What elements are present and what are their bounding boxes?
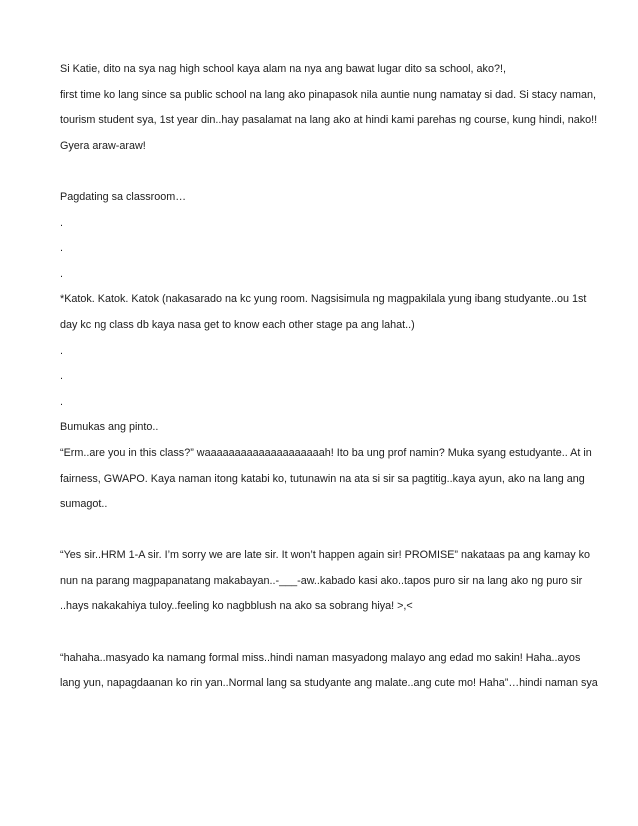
text-line: day kc ng class db kaya nasa get to know each other stage pa ang lahat..) (60, 318, 415, 331)
text-line: sumagot.. (60, 498, 108, 511)
blank-line (60, 159, 600, 185)
text-line: . (60, 216, 63, 229)
text-line: . (60, 242, 63, 255)
text-line: lang yun, napagdaanan ko rin yan..Normal lang sa studyante ang malate..ang cute mo! Haha”…hindi naman sya (60, 677, 598, 690)
text-line: *Katok. Katok. Katok (nakasarado na kc yung room. Nagsisimula ng magpakilala yung ibang studyante..ou 1st (60, 293, 587, 306)
text-line: . (60, 395, 63, 408)
blank-line (60, 620, 600, 646)
blank-line (60, 518, 600, 544)
text-line: tourism student sya, 1st year din..hay pasalamat na lang ako at hindi kami parehas ng course, kung hindi, nako!! (60, 114, 598, 127)
text-line: nun na parang magpapanatang makabayan..-___-aw..kabado kasi ako..tapos puro sir na lang ako ng puro sir (60, 574, 583, 587)
text-line: . (60, 344, 63, 357)
document-body (60, 57, 600, 697)
text-line: . (60, 267, 63, 280)
text-line: “Erm..are you in this class?” waaaaaaaaaaaaaaaaaaaah! Ito ba ung prof namin? Muka syang estudyante.. At in (60, 446, 592, 459)
text-line: first time ko lang since sa public school na lang ako pinapasok nila auntie nung namatay si dad. Si stacy naman, (60, 88, 596, 101)
text-line: . (60, 370, 63, 383)
text-line: Bumukas ang pinto.. (60, 421, 159, 434)
text-line: Pagdating sa classroom… (60, 190, 187, 203)
text-line: ..hays nakakahiya tuloy..feeling ko nagbblush na ako sa sobrang hiya! >,< (60, 600, 413, 613)
text-line: fairness, GWAPO. Kaya naman itong katabi ko, tutunawin na ata si sir sa pagtitig..kaya ayun, ako na lang ang (60, 472, 585, 485)
text-line: “hahaha..masyado ka namang formal miss..hindi naman masyadong malayo ang edad mo sakin! Haha..ayos (60, 651, 581, 664)
text-line: Gyera araw-araw! (60, 139, 146, 152)
text-line: Si Katie, dito na sya nag high school kaya alam na nya ang bawat lugar dito sa school, ako?!, (60, 63, 506, 75)
text-line: “Yes sir..HRM 1-A sir. I’m sorry we are late sir. It won’t happen again sir! PROMISE” nakataas pa ang kamay ko (60, 549, 591, 562)
